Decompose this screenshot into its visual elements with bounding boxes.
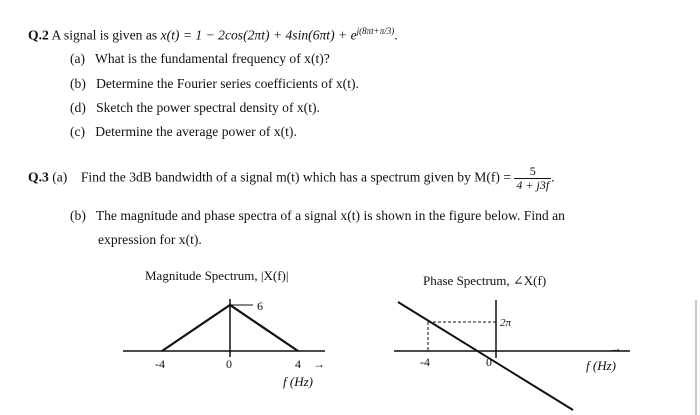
phase-spectrum-plot: [390, 292, 635, 415]
q2-heading: [28, 26, 398, 44]
phase-arrow-icon: →: [610, 341, 622, 355]
q2-end: .: [394, 27, 398, 43]
q2-part-d-text: Sketch the power spectral density of x(t).: [96, 100, 320, 115]
q3-a-end: .: [551, 169, 555, 185]
scan-edge-line: [695, 300, 697, 415]
q3-number: Q.3: [28, 169, 49, 185]
fraction-numerator: 5: [514, 165, 551, 179]
phase-xlabel: f (Hz): [586, 358, 616, 373]
q3-part-b-line1: [70, 208, 565, 224]
phase-tick-left: -4: [420, 355, 430, 369]
mag-arrow-icon: →: [313, 357, 325, 371]
q2-signal: x(t) = 1 − 2cos(2πt) + 4sin(6πt) + e: [160, 27, 357, 43]
q3-a-label: (a): [52, 169, 68, 185]
mag-xlabel: f (Hz): [283, 374, 313, 389]
fraction-denominator: 4 + j3f: [516, 178, 550, 192]
q3-a-text: Find the 3dB bandwidth of a signal m(t) which has a spectrum given by M(f) =: [80, 169, 512, 185]
q3-part-a: [28, 165, 555, 192]
q2-part-b-text: Determine the Fourier series coefficients of x(t).: [96, 76, 359, 91]
q2-part-b: [70, 76, 359, 92]
phase-plot-title: Phase Spectrum, ∠X(f): [423, 273, 547, 288]
q2-part-d-label: (d): [70, 100, 86, 115]
q2-part-b-label: (b): [70, 76, 86, 91]
mag-tick-left: -4: [155, 357, 165, 371]
q2-number: Q.2: [28, 27, 49, 43]
q2-intro: A signal is given as: [51, 27, 158, 43]
magnitude-spectrum-plot: [115, 285, 345, 400]
mag-tick-zero: 0: [226, 357, 232, 371]
magnitude-plot-title: Magnitude Spectrum, |X(f)|: [145, 268, 289, 283]
phase-y-label: 2π: [500, 317, 512, 329]
q3-b-text1: The magnitude and phase spectra of a signal x(t) is shown in the figure below. Find an: [95, 208, 565, 223]
spectrum-fraction: [514, 165, 551, 192]
q2-part-c: [70, 124, 297, 140]
phase-tick-zero: 0: [486, 355, 492, 369]
q3-part-b-line2: [98, 232, 202, 248]
mag-peak-label: 6: [257, 299, 263, 313]
q2-part-d: [70, 100, 320, 116]
q2-exponent: j(8πt+π/3): [356, 26, 395, 36]
q3-b-text2: expression for x(t).: [98, 232, 202, 247]
q3-b-label: (b): [70, 208, 86, 223]
q2-part-a-label: (a): [70, 51, 86, 66]
q2-part-c-label: (c): [70, 124, 86, 139]
q2-part-c-text: Determine the average power of x(t).: [95, 124, 297, 139]
q2-part-a-text: What is the fundamental frequency of x(t)?: [95, 51, 330, 66]
mag-tick-right: 4: [295, 357, 301, 371]
q2-part-a: [70, 51, 330, 67]
